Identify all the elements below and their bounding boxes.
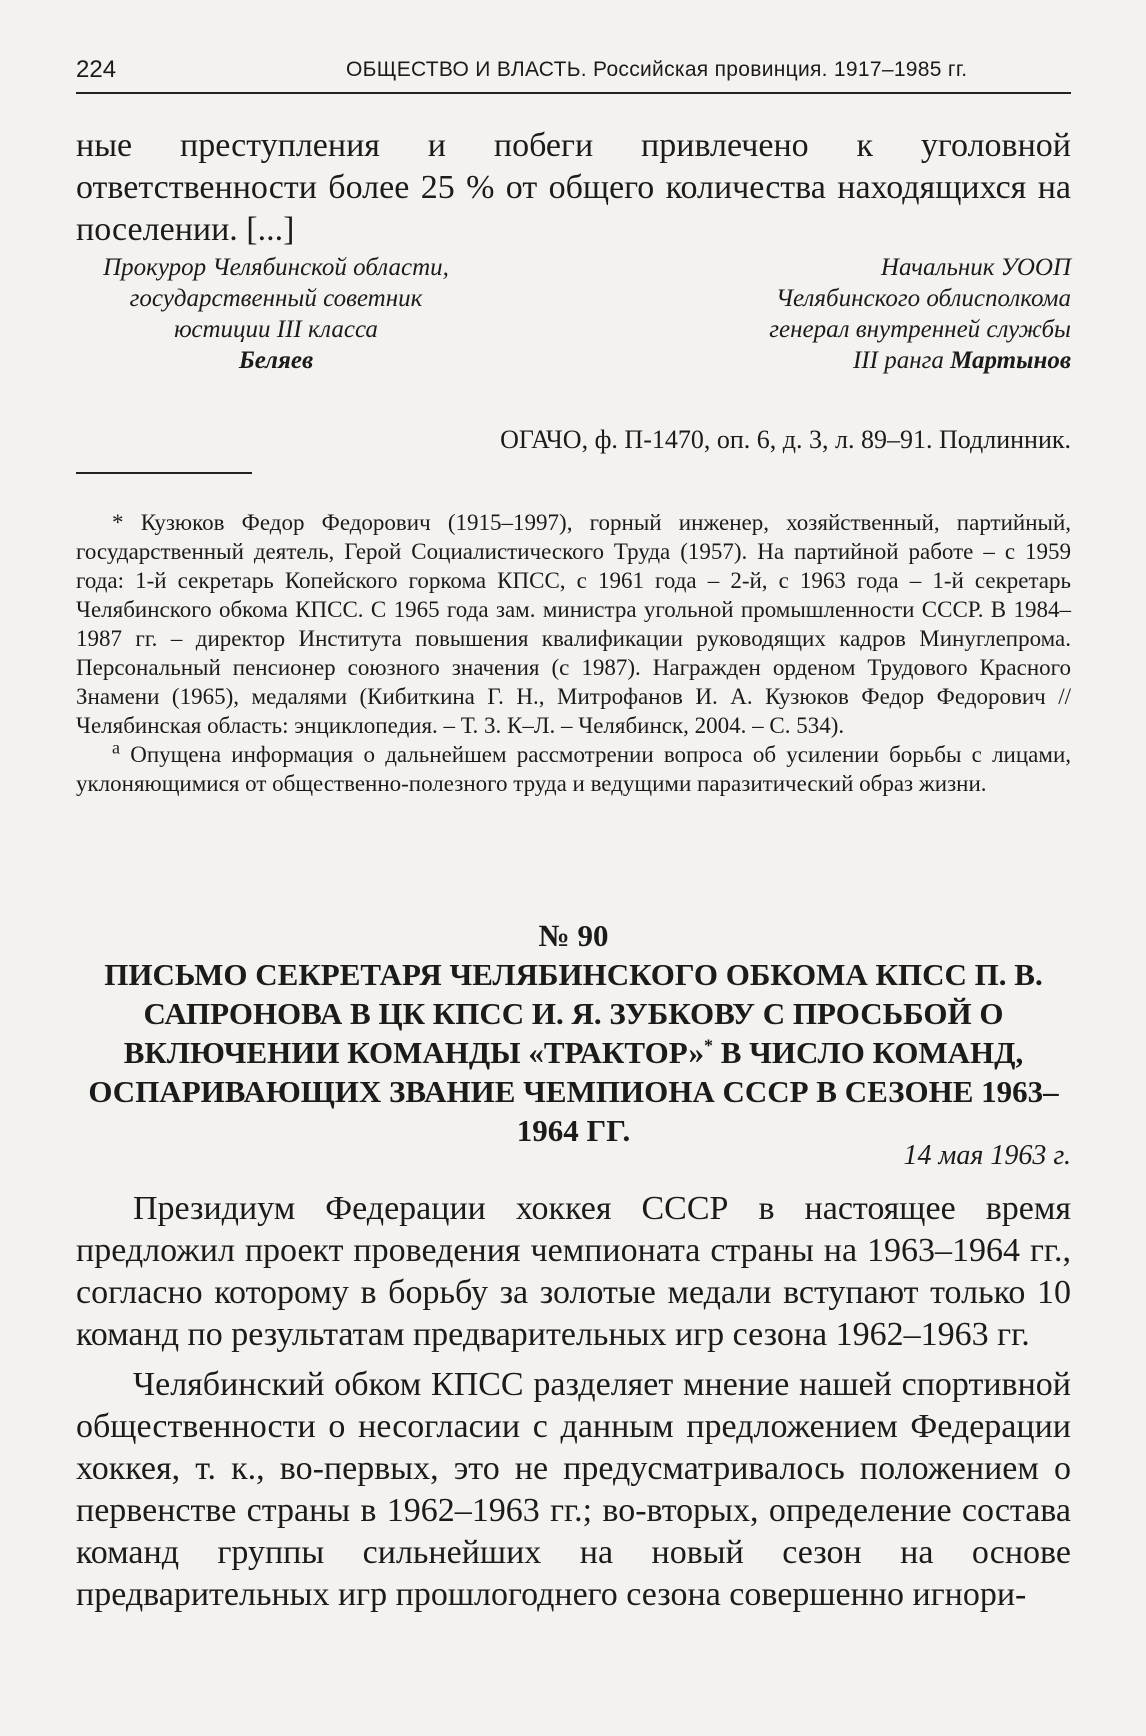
document-number: № 90 bbox=[538, 918, 609, 953]
footnote-text: Опущена информация о дальнейшем рассмотрении вопроса об усилении борьбы с лицами, уклоняющимися от общественно-полезного труда и ведущими паразитический образ жизни. bbox=[76, 742, 1071, 796]
signature-line: Прокурор Челябинской области, bbox=[103, 254, 449, 281]
page-number: 224 bbox=[76, 56, 117, 83]
document-date: 14 мая 1963 г. bbox=[903, 1140, 1071, 1171]
signature-block-uoop bbox=[696, 252, 1071, 376]
footnote-mark: * bbox=[112, 510, 124, 535]
footnote-text: Кузюков Федор Федорович (1915–1997), горный инженер, хозяйственный, партийный, государственный деятель, Герой Социалистического Труда (1957). На партийной работе – с 1959 года: 1-й секретарь Копейского горкома КПСС, с 1961 года – 2-й, с 1963 года – 1-й секретарь Челябинского обкома КПСС. С 1965 года зам. министра угольной промышленности СССР. В 1984–1987 гг. – директор Института повышения квалификации руководящих кадров Минуглепрома. Персональный пенсионер союзного значения (с 1987). Награжден орденом Трудового Красного Знамени (1965), медалями (Кибиткина Г. Н., Митрофанов И. А. Кузюков Федор Федорович // Челябинская область: энциклопедия. – Т. 3. К–Л. – Челябинск, 2004. – С. 534). bbox=[76, 510, 1072, 738]
body-paragraph: Челябинский обком КПСС разделяет мнение нашей спортивной общественности о несогласии с данным предложением Федерации хоккея, т. к., во-первых, это не предусматривалось положением о первенстве страны в 1962–1963 гг.; во-вторых, определение состава команд группы сильнейших на новый сезон на основе предварительных игр прошлогоднего сезона совершенно игнори- bbox=[76, 1366, 1071, 1613]
signature-block-prosecutor bbox=[76, 252, 476, 376]
document-title: ПИСЬМО СЕКРЕТАРЯ ЧЕЛЯБИНСКОГО ОБКОМА КПСС П. В. САПРОНОВА В ЦК КПСС И. Я. ЗУБКОВУ С ПРОСЬБОЙ О ВКЛЮЧЕНИИ КОМАНДЫ «ТРАКТОР»* В ЧИСЛО КОМАНД, ОСПАРИВАЮЩИХ ЗВАНИЕ ЧЕМПИОНА СССР В СЕЗОНЕ 1963–1964 ГГ. bbox=[88, 957, 1059, 1148]
continuation-paragraph: ные преступления и побеги привлечено к уголовной ответственности более 25 % от общего количества находящихся на поселении. [...] bbox=[76, 127, 1071, 248]
footnote-divider bbox=[76, 472, 252, 474]
title-footnote-mark: * bbox=[703, 1035, 713, 1056]
footnote bbox=[76, 737, 1071, 798]
signature-name: III ранга Мартынов bbox=[852, 347, 1071, 374]
footnotes bbox=[76, 508, 1071, 798]
signature-line: юстиции III класса bbox=[174, 316, 378, 343]
signature-name: Беляев bbox=[238, 347, 314, 374]
archive-reference: ОГАЧО, ф. П-1470, оп. 6, д. 3, л. 89–91. Подлинник. bbox=[500, 425, 1071, 454]
body-paragraph: Президиум Федерации хоккея СССР в настоящее время предложил проект проведения чемпионата страны на 1963–1964 гг., согласно которому в борьбу за золотые медали вступают только 10 команд по результатам предварительных игр сезона 1962–1963 гг. bbox=[76, 1190, 1071, 1353]
running-header-title: ОБЩЕСТВО И ВЛАСТЬ. Российская провинция. 1917–1985 гг. bbox=[346, 58, 968, 81]
letter-body bbox=[76, 1188, 1071, 1624]
book-page bbox=[76, 0, 1076, 1736]
signature-line: Челябинского облисполкома bbox=[775, 285, 1071, 312]
signature-line: государственный советник bbox=[129, 285, 423, 312]
signature-line: Начальник УООП bbox=[880, 254, 1071, 281]
running-header bbox=[76, 52, 1071, 94]
signature-line: генерал внутренней службы bbox=[769, 316, 1071, 343]
footnote-mark: а bbox=[112, 737, 120, 758]
footnote bbox=[76, 508, 1071, 740]
